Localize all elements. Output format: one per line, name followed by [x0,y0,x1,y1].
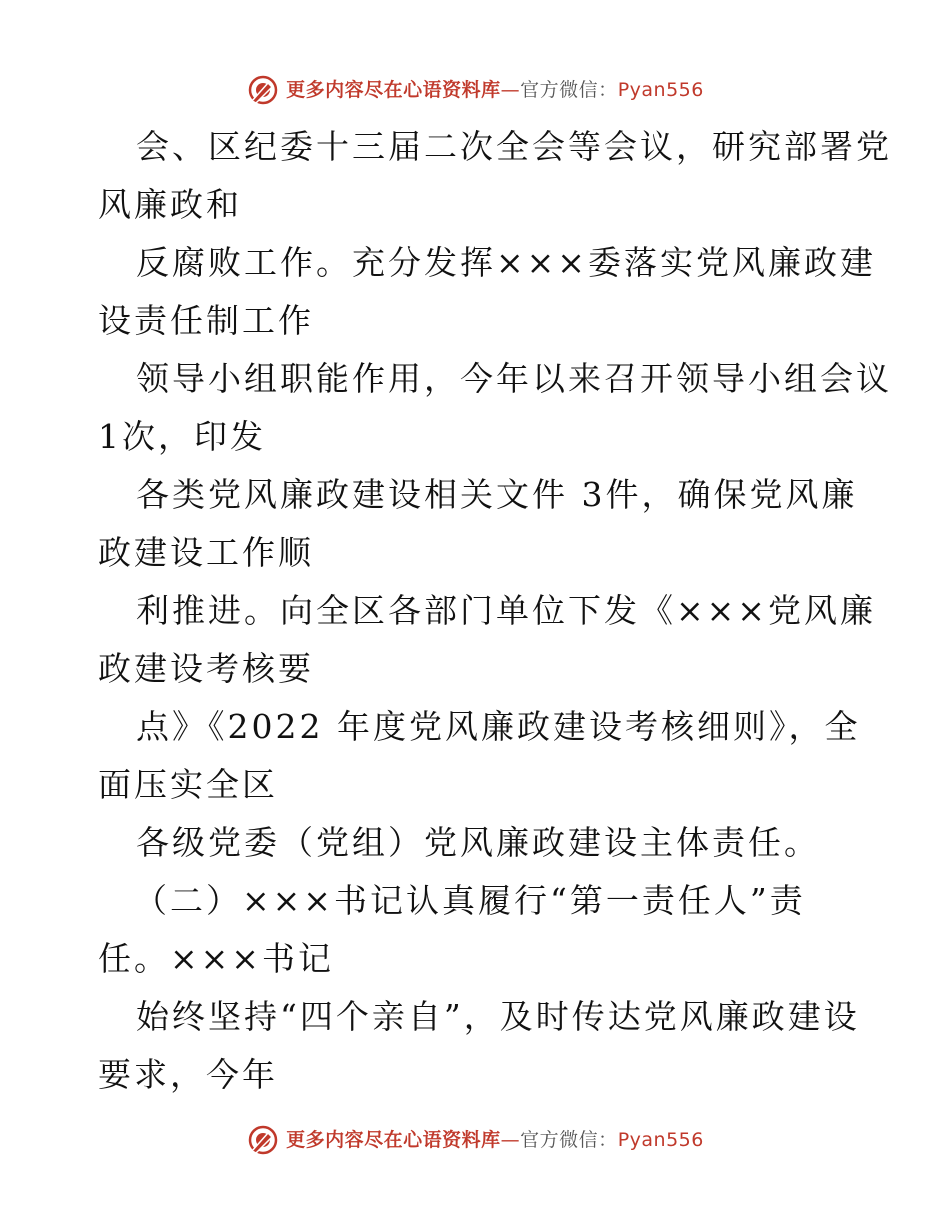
text-line: 要求，今年 [98,1055,278,1094]
text-line: 风廉政和 [98,185,242,224]
text-line: 面压实全区 [98,765,278,804]
document-body [98,118,892,1104]
banner-dash: — [500,78,521,101]
text-line: 各类党风廉政建设相关文件 3件，确保党风廉 [136,475,858,514]
footer-banner [0,1120,950,1160]
banner-label: 官方微信： [520,1128,618,1151]
banner-text [286,78,704,101]
header-banner [0,70,950,110]
text-line: 反腐败工作。充分发挥×××委落实党风廉政建 [136,243,876,282]
text-line: 政建设工作顺 [98,533,314,572]
banner-wechat-id: Pyan556 [617,1128,704,1151]
banner-wechat-id: Pyan556 [617,78,704,101]
text-line: 会、区纪委十三届二次全会等会议，研究部署党 [136,127,892,166]
banner-main-text: 更多内容尽在心语资料库 [286,78,501,101]
text-line: 利推进。向全区各部门单位下发《×××党风廉 [136,591,876,630]
text-line: 各级党委（党组）党风廉政建设主体责任。 [136,823,820,862]
pen-nib-logo-icon [246,1123,280,1157]
text-line: 始终坚持“四个亲自”，及时传达党风廉政建设 [136,997,860,1036]
text-line: 设责任制工作 [98,301,314,340]
banner-text [286,1128,704,1151]
text-line: 政建设考核要 [98,649,314,688]
text-line: 点》《2022 年度党风廉政建设考核细则》，全 [136,707,861,746]
text-line: 任。×××书记 [98,939,334,978]
banner-dash: — [500,1128,521,1151]
banner-label: 官方微信： [520,78,618,101]
text-line: （二）×××书记认真履行“第一责任人”责 [134,881,806,920]
pen-nib-logo-icon [246,73,280,107]
banner-main-text: 更多内容尽在心语资料库 [286,1128,501,1151]
text-line: 1次，印发 [98,417,266,456]
text-line: 领导小组职能作用，今年以来召开领导小组会议 [136,359,892,398]
